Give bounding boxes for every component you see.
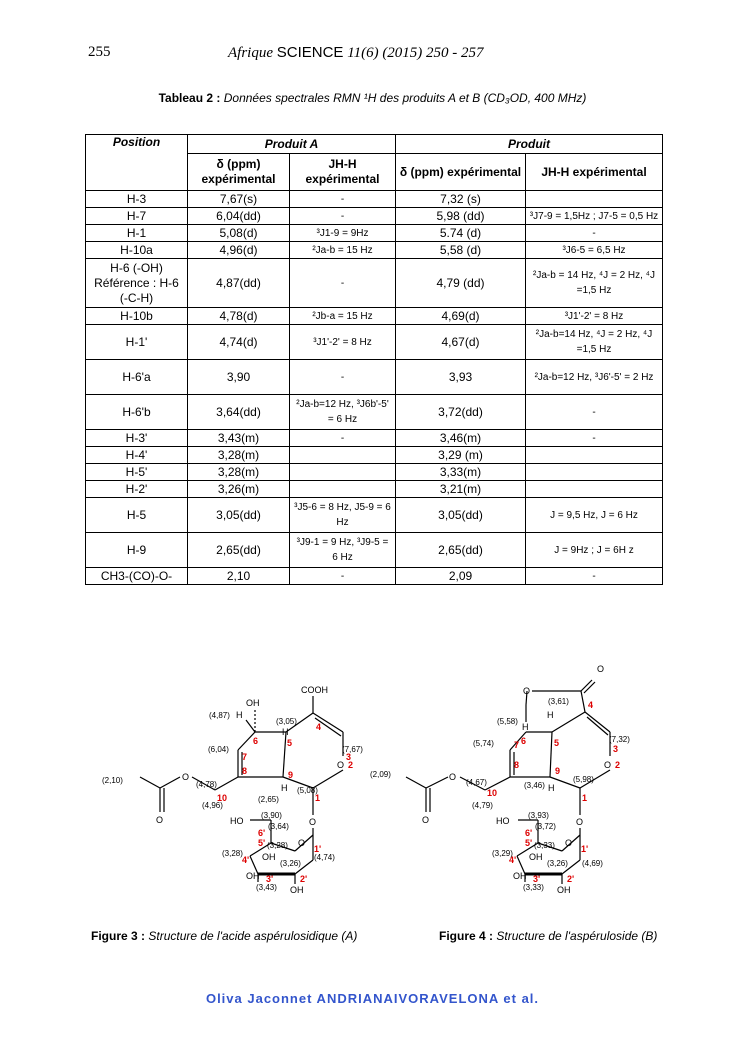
table-cell-ja: - <box>290 430 396 447</box>
fig-b-h6b-shift: (3,72) <box>535 822 556 831</box>
fig-b-h9-shift: (3,46) <box>524 781 545 790</box>
table-row <box>86 242 663 259</box>
table-cell-da: 3,28(m) <box>188 447 290 464</box>
fig-a-oh-4p: OH <box>262 852 276 862</box>
header-position: Position <box>86 135 188 191</box>
figure-a-caption <box>91 929 357 943</box>
table-caption-text: Données spectrales RMN ¹H des produits A et B (CD₃OD, 400 MHz) <box>223 91 587 105</box>
fig-b-c4: 4 <box>588 700 594 710</box>
table-cell-da: 3,05(dd) <box>188 498 290 533</box>
fig-b-c10: 10 <box>487 788 498 798</box>
fig-a-h10b-shift: (4,96) <box>202 801 223 810</box>
table-cell-jb: - <box>526 225 663 242</box>
table-cell-da: 4,96(d) <box>188 242 290 259</box>
table-row <box>86 464 663 481</box>
table-row <box>86 208 663 225</box>
fig-b-h6-shift: (5,58) <box>497 717 518 726</box>
table-row <box>86 191 663 208</box>
fig-b-h1-shift: (5,98) <box>573 775 594 784</box>
table-row <box>86 568 663 585</box>
table-cell-jb: ²Ja-b = 14 Hz, ⁴J = 2 Hz, ⁴J =1,5 Hz <box>526 259 663 308</box>
structure-figure-a <box>100 660 363 900</box>
table-cell-pos: H-3' <box>86 430 188 447</box>
fig-a-n2: 2 <box>348 760 354 770</box>
fig-a-c6: 6 <box>253 736 259 746</box>
table-cell-pos: H-7 <box>86 208 188 225</box>
fig-b-h-top: H <box>547 710 554 720</box>
table-cell-jb: ³J7-9 = 1,5Hz ; J7-5 = 0,5 Hz <box>526 208 663 225</box>
fig-b-ho: HO <box>496 816 510 826</box>
table-cell-jb: - <box>526 430 663 447</box>
fig-a-c3: 3 <box>346 752 352 762</box>
fig-a-o2: O <box>337 760 345 770</box>
table-cell-jb: J = 9Hz ; J = 6H z <box>526 533 663 568</box>
fig-b-o2: O <box>604 760 612 770</box>
table-row <box>86 259 663 308</box>
table-cell-db: 4,79 (dd) <box>396 259 526 308</box>
table-row <box>86 308 663 325</box>
fig-b-h10b-shift: (4,79) <box>472 801 493 810</box>
table-row <box>86 447 663 464</box>
table-cell-db: 3,46(m) <box>396 430 526 447</box>
fig-b-o-lactone: O <box>523 686 531 696</box>
fig-b-c6: 6 <box>521 736 527 746</box>
table-cell-pos: H-2' <box>86 481 188 498</box>
page-number: 255 <box>88 44 111 60</box>
table-cell-ja <box>290 464 396 481</box>
journal-header <box>228 44 484 62</box>
table-row <box>86 533 663 568</box>
header-delta-a: δ (ppm) expérimental <box>188 154 290 191</box>
fig-b-h9: H <box>548 783 555 793</box>
table-body <box>86 191 663 585</box>
table-row <box>86 395 663 430</box>
fig-b-h6a-shift: (3,93) <box>528 811 549 820</box>
table-cell-da: 3,90 <box>188 360 290 395</box>
figure-b-caption-text: Structure de l'aspéruloside (B) <box>496 929 658 943</box>
fig-a-c4p: 4' <box>242 855 250 865</box>
fig-b-c3: 3 <box>613 744 619 754</box>
fig-a-c3p: 3' <box>266 874 274 884</box>
table-cell-db: 2,09 <box>396 568 526 585</box>
fig-b-c8: 8 <box>514 760 520 770</box>
table-cell-da: 3,43(m) <box>188 430 290 447</box>
fig-a-c1p: 1' <box>314 844 322 854</box>
table-cell-pos: H-1' <box>86 325 188 360</box>
fig-b-h6: H <box>522 722 529 732</box>
table-cell-db: 3,72(dd) <box>396 395 526 430</box>
table-cell-pos: H-6'a <box>86 360 188 395</box>
fig-a-me-shift: (2,10) <box>102 776 123 785</box>
fig-b-o-ester: O <box>449 772 457 782</box>
fig-b-o-ring: O <box>565 838 573 848</box>
fig-b-h3-shift: (7,32) <box>609 735 630 744</box>
fig-b-c3p: 3' <box>533 874 541 884</box>
table-cell-da: 7,67(s) <box>188 191 290 208</box>
fig-a-h6b-shift: (3,64) <box>268 822 289 831</box>
fig-b-n2: 2 <box>615 760 621 770</box>
fig-b-h5p-shift: (3,33) <box>534 841 555 850</box>
fig-a-h10a-shift: (4,78) <box>196 780 217 789</box>
table-cell-jb: ³J1'-2' = 8 Hz <box>526 308 663 325</box>
table-cell-db: 4,67(d) <box>396 325 526 360</box>
table-cell-da: 2,10 <box>188 568 290 585</box>
table-row <box>86 498 663 533</box>
fig-b-c1p: 1' <box>581 844 589 854</box>
table-cell-ja: ³J9-1 = 9 Hz, ³J9-5 = 6 Hz <box>290 533 396 568</box>
table-cell-jb: - <box>526 568 663 585</box>
fig-a-h9-shift: (2,65) <box>258 795 279 804</box>
header-product-b: Produit <box>396 135 663 154</box>
fig-b-oh-4p: OH <box>529 852 543 862</box>
fig-b-oh-3: OH <box>513 871 527 881</box>
table-cell-db: 3,21(m) <box>396 481 526 498</box>
fig-b-c9: 9 <box>555 766 561 776</box>
fig-b-c5p: 5' <box>525 838 533 848</box>
table-cell-da: 5,08(d) <box>188 225 290 242</box>
table-cell-jb: ²Ja-b=12 Hz, ³J6'-5' = 2 Hz <box>526 360 663 395</box>
fig-b-o-gly: O <box>576 817 584 827</box>
table-row <box>86 325 663 360</box>
table-cell-ja: - <box>290 191 396 208</box>
fig-a-c8: 8 <box>242 766 248 776</box>
fig-b-h4p-shift: (3,29) <box>492 849 513 858</box>
fig-a-c5: 5 <box>287 738 293 748</box>
table-cell-pos: H-5 <box>86 498 188 533</box>
table-cell-pos: CH3-(CO)-O- <box>86 568 188 585</box>
table-cell-jb: - <box>526 395 663 430</box>
table-cell-ja: ²Ja-b=12 Hz, ³J6b'-5' = 6 Hz <box>290 395 396 430</box>
fig-b-c4p: 4' <box>509 855 517 865</box>
fig-a-h5p-shift: (3,28) <box>267 841 288 850</box>
journal-prefix: Afrique <box>228 45 273 61</box>
fig-a-h7-shift: (6,04) <box>208 745 229 754</box>
table-cell-pos: H-3 <box>86 191 188 208</box>
table-cell-jb <box>526 464 663 481</box>
table-cell-db: 3,05(dd) <box>396 498 526 533</box>
table-cell-db: 3,33(m) <box>396 464 526 481</box>
nmr-data-table <box>85 134 663 585</box>
table-cell-jb: J = 9,5 Hz, J = 6 Hz <box>526 498 663 533</box>
fig-b-c5: 5 <box>554 738 560 748</box>
table-cell-da: 6,04(dd) <box>188 208 290 225</box>
structure-figure-b <box>360 660 650 900</box>
table-row <box>86 430 663 447</box>
table-cell-da: 3,64(dd) <box>188 395 290 430</box>
figure-a-caption-label: Figure 3 : <box>91 929 146 943</box>
figure-b-caption-label: Figure 4 : <box>439 929 494 943</box>
header-delta-b: δ (ppm) expérimental <box>396 154 526 191</box>
table-cell-ja: - <box>290 568 396 585</box>
fig-a-h9: H <box>281 783 288 793</box>
table-cell-da: 2,65(dd) <box>188 533 290 568</box>
table-cell-pos: H-4' <box>86 447 188 464</box>
table-cell-ja: ³J5-6 = 8 Hz, J5-9 = 6 Hz <box>290 498 396 533</box>
table-cell-ja: - <box>290 208 396 225</box>
table-caption <box>0 91 745 105</box>
table-row <box>86 360 663 395</box>
fig-b-h-shift-top: (3,61) <box>548 697 569 706</box>
fig-a-h6a-shift: (3,90) <box>261 811 282 820</box>
table-cell-db: 5.74 (d) <box>396 225 526 242</box>
fig-a-c4: 4 <box>316 722 322 732</box>
table-cell-jb <box>526 481 663 498</box>
table-cell-pos: H-10b <box>86 308 188 325</box>
table-cell-jb <box>526 191 663 208</box>
fig-a-oh-top: OH <box>246 698 260 708</box>
fig-a-h5-shift: (3,05) <box>276 717 297 726</box>
header-j-b: JH-H expérimental <box>526 154 663 191</box>
table-cell-da: 4,78(d) <box>188 308 290 325</box>
fig-b-h1p-shift: (4,69) <box>582 859 603 868</box>
fig-a-h6: H <box>236 710 243 720</box>
table-cell-db: 5,58 (d) <box>396 242 526 259</box>
journal-ref: 11(6) (2015) 250 - 257 <box>347 45 484 61</box>
fig-a-oh-2: OH <box>290 885 304 895</box>
table-cell-da: 3,28(m) <box>188 464 290 481</box>
table-cell-ja: ³J1-9 = 9Hz <box>290 225 396 242</box>
fig-a-h3-shift: (7,67) <box>342 745 363 754</box>
table-cell-db: 3,29 (m) <box>396 447 526 464</box>
table-cell-pos: H-5' <box>86 464 188 481</box>
fig-a-oh-3: OH <box>246 871 260 881</box>
fig-b-c1: 1 <box>582 793 588 803</box>
fig-b-h2p-shift: (3,26) <box>547 859 568 868</box>
fig-a-o-gly: O <box>309 817 317 827</box>
fig-a-c6p: 6' <box>258 828 266 838</box>
fig-a-o-carbonyl: O <box>156 815 164 825</box>
fig-a-c1: 1 <box>315 793 321 803</box>
header-product-a: Produit A <box>188 135 396 154</box>
fig-a-o-ring: O <box>298 838 306 848</box>
table-cell-pos: H-10a <box>86 242 188 259</box>
table-cell-da: 4,74(d) <box>188 325 290 360</box>
fig-a-c9: 9 <box>288 770 294 780</box>
table-cell-ja <box>290 481 396 498</box>
fig-b-oh-2: OH <box>557 885 571 895</box>
fig-b-h3p-shift: (3,33) <box>523 883 544 892</box>
table-cell-ja: - <box>290 259 396 308</box>
fig-b-h7-shift: (5,74) <box>473 739 494 748</box>
table-row <box>86 481 663 498</box>
fig-b-c2p: 2' <box>567 874 575 884</box>
table-cell-jb: ²Ja-b=14 Hz, ⁴J = 2 Hz, ⁴J =1,5 Hz <box>526 325 663 360</box>
table-cell-jb: ³J6-5 = 6,5 Hz <box>526 242 663 259</box>
fig-a-o-ester: O <box>182 772 190 782</box>
fig-a-h2p-shift: (3,26) <box>280 859 301 868</box>
fig-a-ho: HO <box>230 816 244 826</box>
table-caption-label: Tableau 2 : <box>158 91 221 105</box>
fig-a-cooh: COOH <box>301 685 328 695</box>
table-cell-da: 4,87(dd) <box>188 259 290 308</box>
fig-a-c2p: 2' <box>300 874 308 884</box>
fig-a-h5: H <box>282 727 289 737</box>
table-cell-db: 5,98 (dd) <box>396 208 526 225</box>
fig-a-c10: 10 <box>217 793 228 803</box>
authors-footer: Oliva Jaconnet ANDRIANAIVORAVELONA et al. <box>205 991 540 1006</box>
fig-a-h3p-shift: (3,43) <box>256 883 277 892</box>
table-cell-ja: ³J1'-2' = 8 Hz <box>290 325 396 360</box>
header-j-a: JH-H expérimental <box>290 154 396 191</box>
table-cell-pos: H-6'b <box>86 395 188 430</box>
table-cell-ja: - <box>290 360 396 395</box>
fig-b-o-keto: O <box>597 664 605 674</box>
fig-a-h1p-shift: (4,74) <box>314 853 335 862</box>
journal-name: SCIENCE <box>276 44 344 61</box>
table-cell-pos: H-9 <box>86 533 188 568</box>
fig-b-c7: 7 <box>514 740 520 750</box>
table-row <box>86 225 663 242</box>
table-cell-db: 3,93 <box>396 360 526 395</box>
fig-a-c5p: 5' <box>258 838 266 848</box>
fig-b-me-shift: (2,09) <box>370 770 391 779</box>
table-cell-ja: ²Jb-a = 15 Hz <box>290 308 396 325</box>
table-cell-da: 3,26(m) <box>188 481 290 498</box>
figure-a-caption-text: Structure de l'acide aspérulosidique (A) <box>148 929 358 943</box>
table-cell-ja: ²Ja-b = 15 Hz <box>290 242 396 259</box>
fig-b-o-carbonyl: O <box>422 815 430 825</box>
table-cell-pos: H-6 (-OH) Référence : H-6 (-C-H) <box>86 259 188 308</box>
fig-a-h4p-shift: (3,28) <box>222 849 243 858</box>
table-cell-db: 4,69(d) <box>396 308 526 325</box>
table-cell-db: 7,32 (s) <box>396 191 526 208</box>
fig-a-h1-shift: (5,08) <box>297 786 318 795</box>
table-cell-db: 2,65(dd) <box>396 533 526 568</box>
fig-a-h6-shift: (4,87) <box>209 711 230 720</box>
table-cell-pos: H-1 <box>86 225 188 242</box>
table-cell-jb <box>526 447 663 464</box>
figure-b-caption <box>439 929 657 943</box>
table-cell-ja <box>290 447 396 464</box>
fig-a-c7: 7 <box>242 752 248 762</box>
fig-b-h10a-shift: (4,67) <box>466 778 487 787</box>
fig-b-c6p: 6' <box>525 828 533 838</box>
